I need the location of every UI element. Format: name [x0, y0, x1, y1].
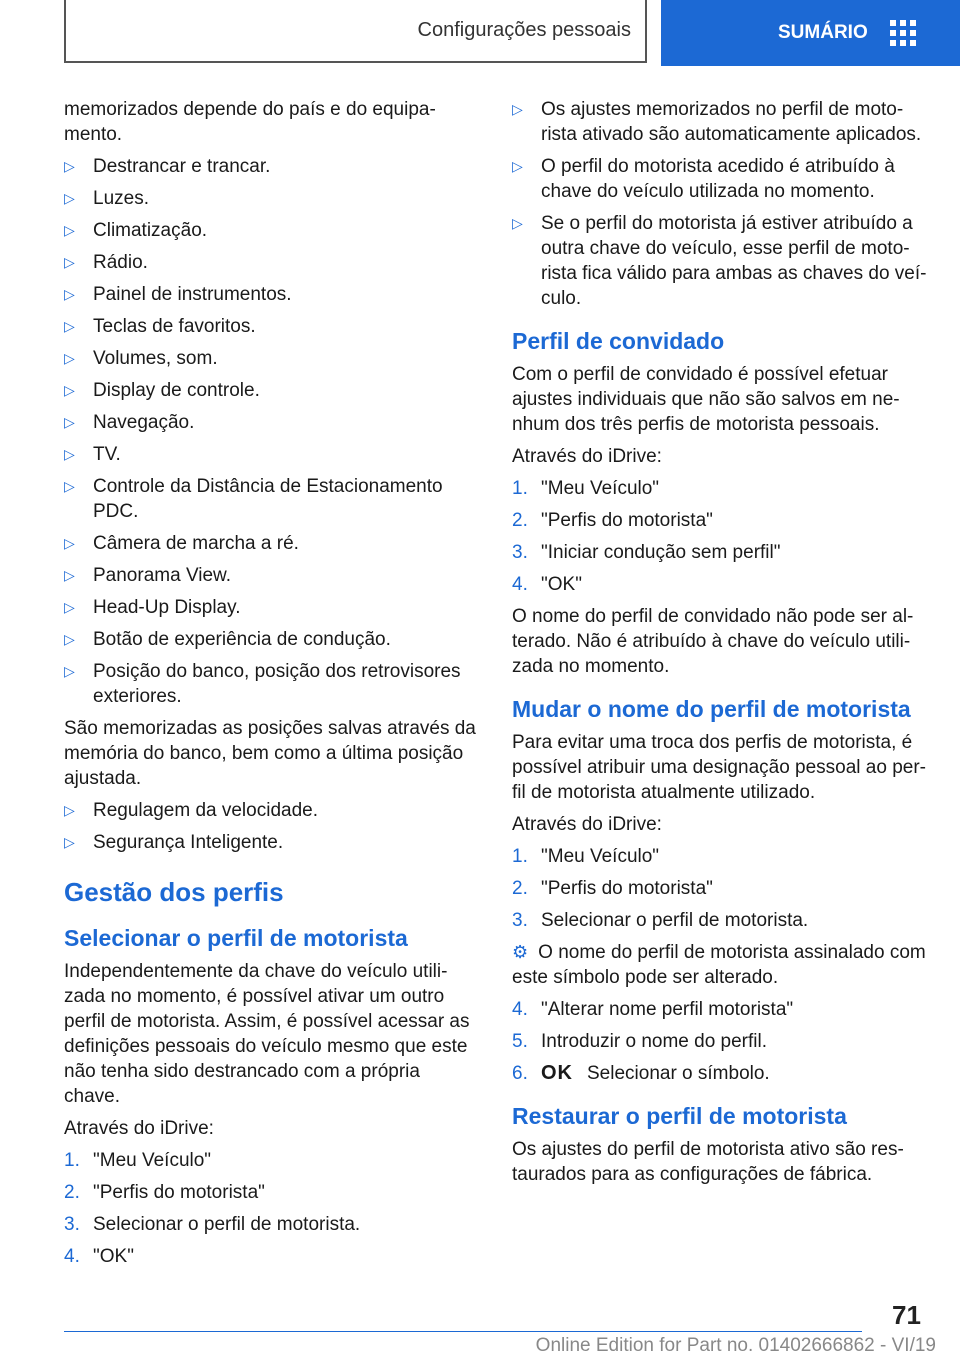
intro-text: memorizados depende do país e do equipa-mento. [64, 99, 436, 145]
icon-note: ⚙ O nome do perfil de motorista assinalado com este símbolo pode ser alterado. [512, 942, 926, 988]
section-heading: Gestão dos perfis [64, 877, 284, 907]
step-item: 3. Selecionar o perfil de motorista. [64, 1214, 361, 1235]
guest-note: O nome do perfil de convidado não pode ser al-terado. Não é atribuído à chave do veículo utili-zada no momento. [512, 606, 914, 677]
list-item: ▷ O perfil do motorista acedido é atribuído à chave do veículo utilizada no momento. [512, 156, 895, 202]
triangle-bullet-icon: ▷ [64, 190, 75, 206]
triangle-bullet-icon: ▷ [64, 318, 75, 334]
step-item: 2. "Perfis do motorista" [512, 878, 713, 899]
triangle-bullet-icon: ▷ [64, 222, 75, 238]
step-item: 3. "Iniciar condução sem perfil" [512, 542, 781, 563]
triangle-bullet-icon: ▷ [512, 215, 523, 231]
list-item: ▷ Climatização. [64, 220, 208, 241]
triangle-bullet-icon: ▷ [64, 414, 75, 430]
step-item: 3. Selecionar o perfil de motorista. [512, 910, 809, 931]
left-column [64, 97, 479, 1276]
gear-icon: ⚙ [512, 942, 529, 962]
right-column [512, 97, 927, 1194]
step-item: 4. "OK" [512, 574, 582, 595]
step-item: 6. OK Selecionar o símbolo. [512, 1062, 770, 1084]
list-item: ▷ Navegação. [64, 412, 195, 433]
triangle-bullet-icon: ▷ [64, 350, 75, 366]
bullet-note: São memorizadas as posições salvas através da memória do banco, bem como a última posição ajustada. [64, 718, 476, 789]
list-item: ▷ Painel de instrumentos. [64, 284, 292, 305]
list-item: ▷ Teclas de favoritos. [64, 316, 256, 337]
triangle-bullet-icon: ▷ [512, 101, 523, 117]
triangle-bullet-icon: ▷ [64, 631, 75, 647]
list-item: ▷ Regulagem da velocidade. [64, 800, 318, 821]
list-item: ▷ Display de controle. [64, 380, 260, 401]
ok-icon: OK [541, 1062, 573, 1084]
triangle-bullet-icon: ▷ [64, 446, 75, 462]
triangle-bullet-icon: ▷ [64, 535, 75, 551]
list-item: ▷ Posição do banco, posição dos retrovisores exteriores. [64, 661, 461, 707]
sub-heading: Selecionar o perfil de motorista [64, 925, 408, 951]
list-item: ▷ Luzes. [64, 188, 149, 209]
triangle-bullet-icon: ▷ [64, 254, 75, 270]
list-item: ▷ Panorama View. [64, 565, 232, 586]
summary-label: SUMÁRIO [778, 22, 868, 43]
section-title: Configurações pessoais [64, 0, 647, 63]
triangle-bullet-icon: ▷ [64, 599, 75, 615]
via-text: Através do iDrive: [64, 1118, 214, 1139]
guest-heading: Perfil de convidado [512, 328, 725, 354]
triangle-bullet-icon: ▷ [64, 158, 75, 174]
list-item: ▷ Controle da Distância de Estacionamento PDC. [64, 476, 443, 522]
triangle-bullet-icon: ▷ [64, 286, 75, 302]
list-item: ▷ Head-Up Display. [64, 597, 241, 618]
restore-heading: Restaurar o perfil de motorista [512, 1103, 847, 1129]
rename-body: Para evitar uma troca dos perfis de motorista, é possível atribuir uma designação pessoal ao per-fil de motorista atualmente utilizado. [512, 732, 927, 803]
list-item: ▷ Rádio. [64, 252, 148, 273]
list-item: ▷ Botão de experiência de condução. [64, 629, 391, 650]
step-item: 2. "Perfis do motorista" [64, 1182, 265, 1203]
list-item: ▷ Os ajustes memorizados no perfil de moto-rista ativado são automaticamente aplicados. [512, 99, 922, 145]
step-item: 1. "Meu Veículo" [512, 478, 660, 499]
footer-edition: Online Edition for Part no. 01402666862 - VI/19 [535, 1335, 936, 1356]
step-item: 4. "Alterar nome perfil motorista" [512, 999, 794, 1020]
triangle-bullet-icon: ▷ [64, 802, 75, 818]
triangle-bullet-icon: ▷ [512, 158, 523, 174]
step-item: 2. "Perfis do motorista" [512, 510, 713, 531]
body-text: Independentemente da chave do veículo utili-zada no momento, é possível ativar um outro perfil de motorista. Assim, é possível acessar as definições pessoais do veículo mesmo que este não tenha sido destrancado com a própria chave. [64, 961, 470, 1107]
list-item: ▷ Volumes, som. [64, 348, 218, 369]
list-item: ▷ TV. [64, 444, 121, 465]
summary-button[interactable] [661, 0, 960, 66]
grid-icon [890, 20, 916, 46]
guest-body: Com o perfil de convidado é possível efetuar ajustes individuais que não são salvos em ne-nhum dos três perfis de motorista pessoais. [512, 364, 900, 435]
page-number: 71 [892, 1300, 921, 1330]
step-item: 1. "Meu Veículo" [64, 1150, 212, 1171]
rename-heading: Mudar o nome do perfil de motorista [512, 696, 911, 722]
list-item: ▷ Câmera de marcha a ré. [64, 533, 299, 554]
footer-divider [64, 1331, 862, 1332]
step-item: 1. "Meu Veículo" [512, 846, 660, 867]
step-item: 4. "OK" [64, 1246, 134, 1267]
triangle-bullet-icon: ▷ [64, 663, 75, 679]
list-item: ▷ Se o perfil do motorista já estiver atribuído a outra chave do veículo, esse perfil de moto-rista fica válido para ambas as chaves do veí-culo. [512, 213, 927, 309]
triangle-bullet-icon: ▷ [64, 567, 75, 583]
restore-body: Os ajustes do perfil de motorista ativo são res-taurados para as configurações de fábrica. [512, 1139, 904, 1185]
list-item: ▷ Segurança Inteligente. [64, 832, 284, 853]
via-text: Através do iDrive: [512, 446, 662, 467]
triangle-bullet-icon: ▷ [64, 382, 75, 398]
triangle-bullet-icon: ▷ [64, 478, 75, 494]
triangle-bullet-icon: ▷ [64, 834, 75, 850]
step-item: 5. Introduzir o nome do perfil. [512, 1031, 768, 1052]
list-item: ▷ Destrancar e trancar. [64, 156, 271, 177]
via-text: Através do iDrive: [512, 814, 662, 835]
page-header [0, 0, 960, 66]
